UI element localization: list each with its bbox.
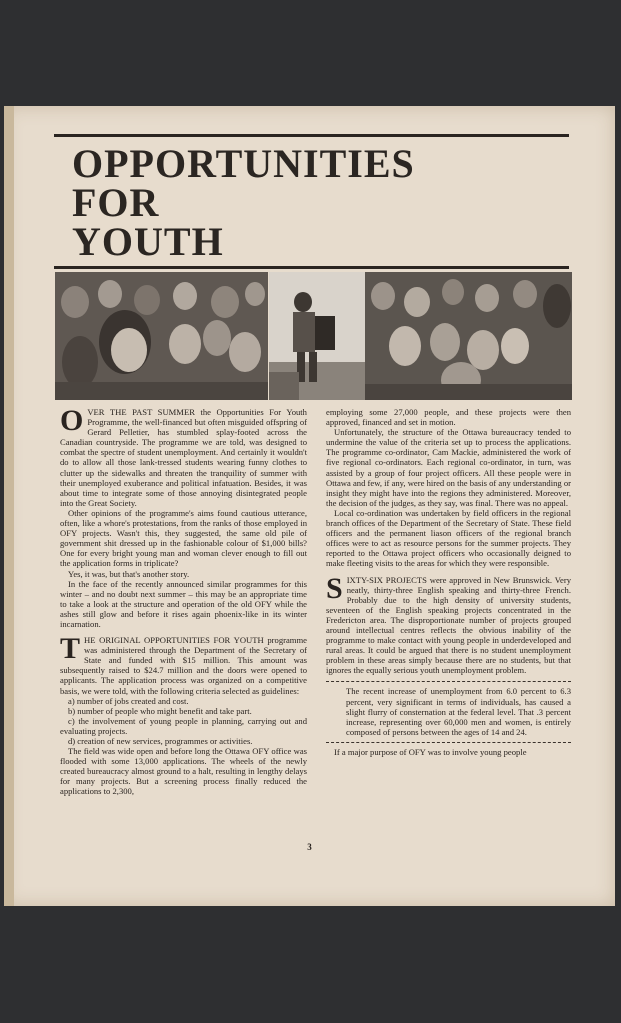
title-line-3: YOUTH <box>72 219 224 264</box>
figure-photo-middle <box>269 272 365 400</box>
paragraph: If a major purpose of OFY was to involve young people <box>334 746 527 757</box>
magazine-page <box>4 106 615 906</box>
paragraph: Local co-ordination was undertaken by field officers in the regional branch offices of the Department of the Secretary of State. These field officers and the permanent liason officers of the regional branch offices were to act as resource persons for the summer projects. They reported to the Ottawa project officers who occasionally deigned to make fleeting visits to the areas for which they were responsible. <box>326 507 571 569</box>
lead-in-text: VER THE PAST SUMMER <box>87 407 195 417</box>
paragraph-text: were approved in New Brunswick. Very neatly, thirty-three English speaking and thirty-three French. Probably due to the high density of university students, seventeen of the English speaking projects concentrated in the Fredericton area. The disproportionate number of projects grouped around intellectual centres reflects the obvious inability of the programme to make contact with young people in underdeveloped and rural areas. It could be argued that there is no student unemployment problem in these areas simply because there are no students, but that ignores the equally serious youth unemployment problem. <box>326 574 571 676</box>
article-column-left <box>60 404 307 797</box>
crowd-photo-left <box>55 272 268 400</box>
crowd-photo-right <box>365 272 572 400</box>
pull-quote <box>326 681 571 742</box>
criteria-item: c) the involvement of young people in planning, carrying out and evaluating projects. <box>60 715 307 736</box>
paragraph-text: the Opportunities For Youth Programme, the well-financed but often misguided offspring of Gerard Pelletier, has stumbled splay-footed across the Canadian countryside. The programme we are told, was designed to combat the spectre of student unemployment. And certainly it wouldn't do to allow all those lank-tressed students wearing funny clothes to clutter up the sidewalks and threaten the tranquility of summer with their unemployed exuberance and political infatuation. Besides, it was about time to integrate some of those annoying disintegrated people into the Great Society. <box>60 407 307 508</box>
article-title <box>72 141 572 264</box>
paragraph-intro <box>60 404 307 508</box>
paragraph: Yes, it was, but that's another story. <box>68 568 190 579</box>
title-line-1: OPPORTUNITIES <box>72 141 415 186</box>
criteria-item: a) number of jobs created and cost. <box>68 695 189 706</box>
title-rule-bottom <box>54 266 569 269</box>
criteria-item: d) creation of new services, programmes or activities. <box>68 736 253 746</box>
drop-cap-s: S <box>326 571 343 605</box>
page-spine <box>4 106 14 906</box>
paragraph: Unfortunately, the structure of the Ottawa bureaucracy tended to undermine the value of the criteria set up to process the applications. The programme co-ordinator, Cam Mackie, administered the work of five regional co-ordinators. Each regional co-ordinator, in turn, was assisted by a group of four project officers. All these people were in Ottawa and few, if any, were hired on the basis of any understanding or insight they might have into the regions they administered. Moreover, the decision of the judges, as they say, was final. There was no appeal. <box>326 427 571 508</box>
criteria-item: b) number of people who might benefit and take part. <box>68 705 252 716</box>
article-column-right <box>326 407 571 757</box>
paragraph: In the face of the recently announced similar programmes for this winter – and no doubt next summer – this may be an appropriate time to take a look at the structure and operation of the old OFY while the ashes still glow and before it rises again phoenix-like in its winter incarnation. <box>60 578 307 629</box>
pull-quote-text: The recent increase of unemployment from 6.0 percent to 6.3 percent, very significant in terms of individuals, has caused a slight flurry of consternation at the federal level. That .3 percent increase, representing over 60,000 men and women, is entirely composed of persons between the ages of 14 and 24. <box>346 686 571 737</box>
paragraph: Other opinions of the programme's aims found cautious utterance, often, like a whore's protestations, from the ranks of those employed in OFY projects. Wasn't this, they suggested, the same old pile of government shit dressed up in the fashionable colour of $1,000 bills? One for every bright young man and woman clever enough to fill out the application forms in triplicate? <box>60 507 307 569</box>
drop-cap-o: O <box>60 404 84 437</box>
page-number: 3 <box>307 842 312 852</box>
paragraph-text: programme was administered through the Department of the Secretary of State and funded with $15 million. This amount was subsequently raised to $24.7 million and the doors were opened to applicants. The application process was organized on a competitive basis, we were told, with the following criteria selected as guidelines: <box>60 635 307 696</box>
drop-cap-t: T <box>60 632 81 666</box>
paragraph-section-three <box>326 571 571 676</box>
title-line-2: FOR <box>72 180 160 225</box>
paragraph: employing some 27,000 people, and these projects were then approved, financed and set in motion. <box>326 407 571 428</box>
title-rule-top <box>54 134 569 137</box>
paragraph: The field was wide open and before long the Ottawa OFY office was flooded with some 13,000 applications. The wheels of the newly created bureaucracy almost ground to a halt, resulting in lengthy delays for many projects. But a screening process finally reduced the applications to 2,300, <box>60 746 307 797</box>
lead-in-text: HE ORIGINAL OPPORTUNITIES FOR YOUTH <box>84 635 264 646</box>
paragraph-section-two <box>60 632 307 696</box>
lead-in-text: IXTY-SIX PROJECTS <box>346 574 427 585</box>
